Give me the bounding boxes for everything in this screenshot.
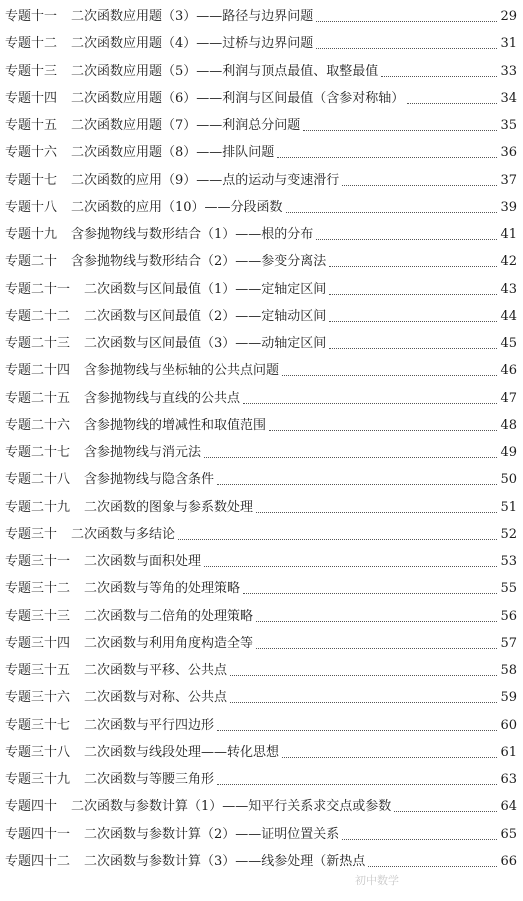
toc-entry[interactable] (0, 89, 523, 109)
toc-entry[interactable] (0, 470, 523, 490)
toc-entry[interactable] (0, 361, 523, 381)
toc-entry-title: 含参抛物线与直线的公共点 (84, 390, 241, 406)
toc-entry-title: 二次函数与等腰三角形 (84, 772, 215, 787)
toc-entry-title: 二次函数与平行四边形 (84, 717, 215, 733)
toc-entry-page: 45 (500, 336, 517, 351)
toc-entry-page: 35 (500, 118, 517, 133)
toc-entry[interactable] (0, 852, 523, 872)
toc-leader-dots (316, 21, 497, 22)
toc-leader-dots (329, 348, 497, 349)
toc-entry-title: 含参抛物线与隐含条件 (84, 472, 215, 488)
toc-entry-number: 专题二十五 (5, 390, 71, 406)
toc-entry[interactable] (0, 607, 523, 627)
toc-entry-page: 59 (500, 690, 517, 706)
toc-entry-number: 专题二十八 (5, 472, 71, 488)
watermark: 初中数学 (355, 874, 399, 887)
toc-entry-number: 专题二十七 (5, 445, 71, 460)
toc-entry-page: 31 (500, 36, 517, 52)
toc-entry-number: 专题三十四 (5, 635, 71, 651)
toc-entry[interactable] (0, 525, 523, 545)
toc-entry-number: 专题十五 (5, 118, 58, 133)
toc-entry-page: 47 (500, 390, 517, 406)
toc-entry-page: 43 (500, 281, 517, 297)
toc-entry[interactable] (0, 307, 523, 327)
toc-entry-title: 二次函数与参数计算（1）——知平行关系求交点或参数 (71, 799, 392, 815)
toc-entry-number: 专题十八 (5, 199, 58, 215)
toc-entry-number: 专题十九 (5, 227, 58, 242)
toc-entry-title: 二次函数与线段处理——转化思想 (84, 744, 280, 760)
toc-entry-title: 二次函数与等角的处理策略 (84, 581, 241, 597)
toc-entry-number: 专题二十三 (5, 336, 71, 351)
toc-entry-number: 专题二十一 (5, 281, 71, 297)
toc-entry-number: 专题四十二 (5, 853, 71, 869)
toc-entry[interactable] (0, 116, 523, 136)
toc-entry-title: 二次函数与面积处理 (84, 554, 202, 569)
toc-entry-title: 二次函数的图象与参系数处理 (84, 499, 254, 515)
toc-entry-number: 专题三十八 (5, 744, 71, 760)
toc-leader-dots (282, 757, 497, 758)
toc-leader-dots (217, 484, 497, 485)
toc-leader-dots (230, 675, 497, 676)
toc-entry-page: 33 (500, 63, 517, 79)
toc-entry[interactable] (0, 688, 523, 708)
toc-entry-page: 64 (500, 799, 517, 815)
toc-leader-dots (256, 648, 497, 649)
toc-entry-title: 二次函数与平移、公共点 (84, 663, 228, 678)
toc-entry-title: 二次函数与利用角度构造全等 (84, 635, 254, 651)
toc-entry-page: 58 (500, 663, 517, 678)
toc-entry[interactable] (0, 62, 523, 82)
toc-entry-title: 二次函数与对称、公共点 (84, 690, 228, 706)
toc-entry-number: 专题十四 (5, 90, 58, 106)
toc-entry[interactable] (0, 443, 523, 463)
toc-leader-dots (282, 375, 497, 376)
toc-entry-page: 65 (500, 826, 517, 842)
toc-entry-title: 二次函数与区间最值（3）——动轴定区间 (84, 336, 327, 351)
toc-leader-dots (381, 76, 497, 77)
toc-entry[interactable] (0, 770, 523, 790)
toc-entry-title: 二次函数应用题（6）——利润与区间最值（含参对称轴） (71, 90, 405, 106)
toc-entry-title: 二次函数应用题（5）——利润与顶点最值、取整最值 (71, 63, 379, 79)
toc-entry[interactable] (0, 334, 523, 354)
toc-entry-title: 含参抛物线与消元法 (84, 445, 202, 460)
toc-entry-page: 57 (500, 635, 517, 651)
toc-leader-dots (316, 239, 497, 240)
toc-entry[interactable] (0, 797, 523, 817)
toc-entry-title: 二次函数与区间最值（1）——定轴定区间 (84, 281, 327, 297)
toc-entry-page: 48 (500, 417, 517, 433)
toc-entry-title: 含参抛物线的增减性和取值范围 (84, 417, 267, 433)
toc-entry[interactable] (0, 225, 523, 245)
toc-entry-page: 34 (500, 90, 517, 106)
toc-entry-title: 二次函数的应用（9）——点的运动与变速滑行 (71, 172, 340, 188)
toc-entry-title: 二次函数与二倍角的处理策略 (84, 608, 254, 624)
toc-entry-number: 专题十二 (5, 36, 58, 52)
toc-entry[interactable] (0, 389, 523, 409)
toc-leader-dots (277, 157, 497, 158)
toc-entry-page: 63 (500, 772, 517, 787)
toc-entry-title: 二次函数与参数计算（3）——线参处理（新热点 (84, 853, 366, 869)
toc-entry[interactable] (0, 743, 523, 763)
toc-entry-number: 专题三十一 (5, 554, 71, 569)
toc-entry-number: 专题三十九 (5, 772, 71, 787)
toc-entry[interactable] (0, 198, 523, 218)
toc-entry-title: 含参抛物线与坐标轴的公共点问题 (84, 363, 280, 379)
toc-leader-dots (394, 811, 497, 812)
toc-leader-dots (316, 48, 497, 49)
toc-entry-page: 41 (500, 227, 517, 242)
toc-entry-page: 29 (500, 9, 517, 24)
toc-entry-number: 专题十三 (5, 63, 58, 79)
toc-leader-dots (256, 512, 497, 513)
toc-leader-dots (329, 321, 497, 322)
toc-entry[interactable] (0, 825, 523, 845)
toc-entry[interactable] (0, 252, 523, 272)
toc-entry-number: 专题三十三 (5, 608, 71, 624)
toc-entry-number: 专题二十 (5, 254, 58, 270)
toc-leader-dots (243, 593, 497, 594)
toc-entry-number: 专题四十 (5, 799, 58, 815)
toc-entry-title: 二次函数应用题（8）——排队问题 (71, 145, 275, 161)
toc-entry-page: 53 (500, 554, 517, 569)
toc-entry-number: 专题十一 (5, 9, 58, 24)
toc-entry-page: 42 (500, 254, 517, 270)
toc-entry-title: 二次函数应用题（4）——过桥与边界问题 (71, 36, 314, 52)
toc-leader-dots (329, 266, 497, 267)
toc-leader-dots (217, 784, 497, 785)
toc-entry-page: 37 (500, 172, 517, 188)
toc-entry-page: 51 (500, 499, 517, 515)
toc-leader-dots (230, 702, 497, 703)
toc-leader-dots (286, 212, 497, 213)
toc-entry-page: 49 (500, 445, 517, 460)
toc-entry-number: 专题十七 (5, 172, 58, 188)
toc-entry-title: 二次函数与参数计算（2）——证明位置关系 (84, 826, 340, 842)
toc-entry-page: 44 (500, 308, 517, 324)
toc-entry-page: 60 (500, 717, 517, 733)
toc-leader-dots (407, 103, 497, 104)
toc-entry-page: 36 (500, 145, 517, 161)
toc-entry-number: 专题三十六 (5, 690, 71, 706)
toc-entry-number: 专题十六 (5, 145, 58, 161)
toc-entry-page: 46 (500, 363, 517, 379)
toc-entry-number: 专题三十七 (5, 717, 71, 733)
toc-leader-dots (204, 566, 497, 567)
toc-leader-dots (178, 539, 497, 540)
toc-leader-dots (342, 185, 497, 186)
toc-leader-dots (303, 130, 497, 131)
toc-entry-page: 55 (500, 581, 517, 597)
toc-entry[interactable] (0, 498, 523, 518)
toc-entry-number: 专题二十二 (5, 308, 71, 324)
toc-entry-title: 二次函数应用题（3）——路径与边界问题 (71, 9, 314, 24)
toc-entry[interactable] (0, 716, 523, 736)
toc-entry[interactable] (0, 661, 523, 681)
toc-entry[interactable] (0, 7, 523, 27)
toc-entry-number: 专题四十一 (5, 826, 71, 842)
toc-entry[interactable] (0, 280, 523, 300)
toc-entry-title: 二次函数应用题（7）——利润总分问题 (71, 118, 301, 133)
toc-entry-number: 专题三十二 (5, 581, 71, 597)
toc-entry-number: 专题三十 (5, 526, 58, 542)
toc-entry-number: 专题二十九 (5, 499, 71, 515)
toc-entry[interactable] (0, 171, 523, 191)
toc-entry[interactable] (0, 143, 523, 163)
toc-entry-number: 专题三十五 (5, 663, 71, 678)
toc-entry-page: 50 (500, 472, 517, 488)
toc-entry[interactable] (0, 34, 523, 54)
toc-leader-dots (368, 866, 497, 867)
toc-entry[interactable] (0, 579, 523, 599)
toc-entry-page: 61 (500, 744, 517, 760)
toc-entry-page: 66 (500, 853, 517, 869)
toc-leader-dots (269, 430, 497, 431)
toc-entry[interactable] (0, 416, 523, 436)
toc-leader-dots (256, 621, 497, 622)
toc-entry-number: 专题二十六 (5, 417, 71, 433)
toc-leader-dots (329, 294, 497, 295)
toc-leader-dots (217, 730, 497, 731)
toc-entry-title: 含参抛物线与数形结合（1）——根的分布 (71, 227, 314, 242)
toc-entry-title: 二次函数与多结论 (71, 526, 176, 542)
toc-leader-dots (243, 403, 497, 404)
toc-entry-title: 二次函数与区间最值（2）——定轴动区间 (84, 308, 327, 324)
toc-entry-number: 专题二十四 (5, 363, 71, 379)
toc-leader-dots (342, 839, 497, 840)
toc-entry-page: 52 (500, 526, 517, 542)
toc-entry[interactable] (0, 634, 523, 654)
toc-leader-dots (204, 457, 497, 458)
toc-entry[interactable] (0, 552, 523, 572)
toc-entry-page: 39 (500, 199, 517, 215)
toc-entry-title: 含参抛物线与数形结合（2）——参变分离法 (71, 254, 327, 270)
toc-entry-page: 56 (500, 608, 517, 624)
toc-entry-title: 二次函数的应用（10）——分段函数 (71, 199, 283, 215)
